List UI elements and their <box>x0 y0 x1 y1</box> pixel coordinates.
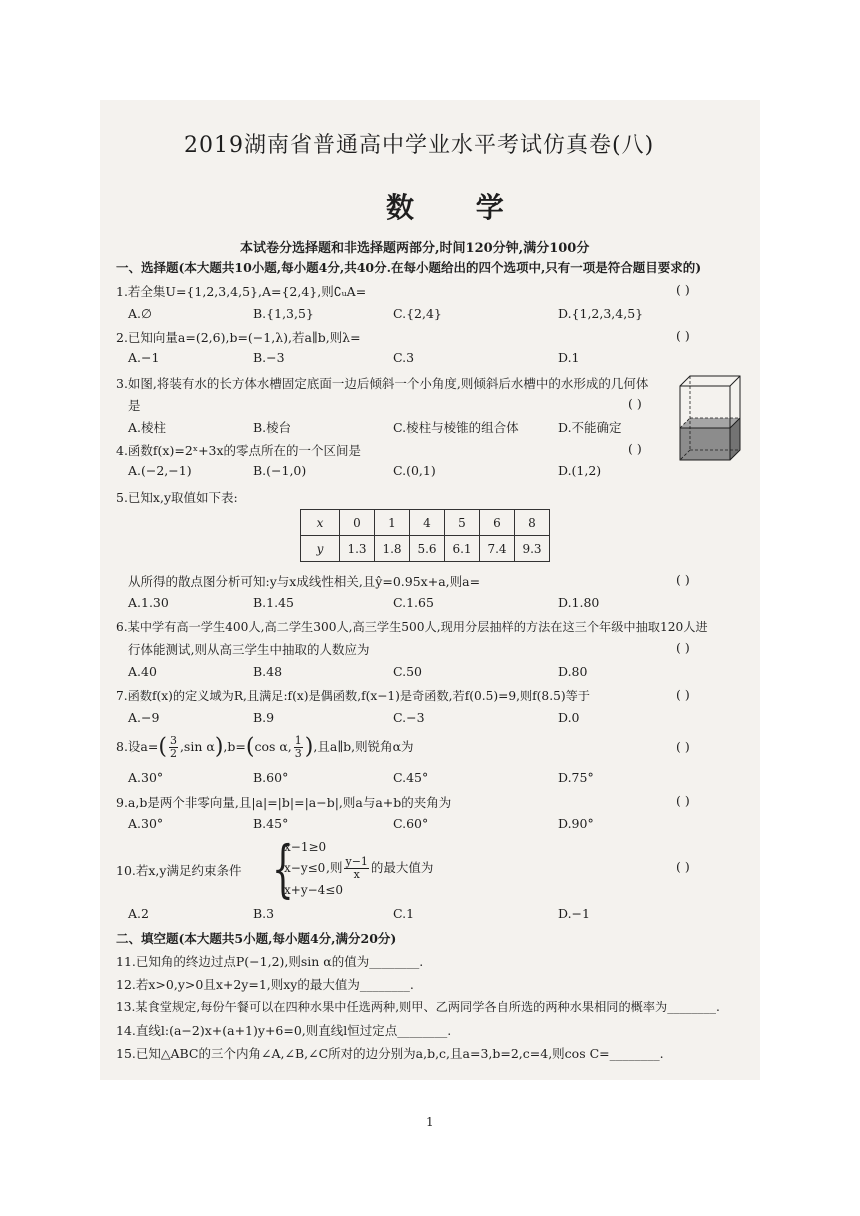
question-6-text: 6.某中学有高一学生400人,高二学生300人,高三学生500人,现用分层抽样的方法在这三个年级中抽取120人进 <box>116 620 708 634</box>
question-10-prefix: 10.若x,y满足约束条件 <box>116 863 242 878</box>
question-9-option-b: B.45° <box>253 816 289 831</box>
answer-paren: ( ) <box>628 441 642 456</box>
question-2-option-b: B.−3 <box>253 350 285 365</box>
subject-heading: 数 学 <box>386 191 530 224</box>
section-heading-choice: 一、选择题(本大题共10小题,每小题4分,共40分.在每小题给出的四个选项中,只有一项是符合题目要求的) <box>116 260 702 275</box>
question-9-option-a: A.30° <box>128 816 164 831</box>
question-8-suffix: ,且a∥b,则锐角α为 <box>313 739 414 754</box>
paren-close: ) <box>304 734 314 760</box>
table-cell: 4 <box>410 510 445 536</box>
question-6-option-c: C.50 <box>393 664 422 679</box>
answer-paren: ( ) <box>676 328 690 343</box>
answer-paren: ( ) <box>676 282 690 297</box>
question-11-text: 11.已知角的终边过点P(−1,2),则sin α的值为________. <box>116 954 424 969</box>
question-7-option-d: D.0 <box>558 710 580 725</box>
question-9-text: 9.a,b是两个非零向量,且|a|=|b|=|a−b|,则a与a+b的夹角为 <box>116 795 452 810</box>
paren-open: ( <box>245 734 255 760</box>
question-3-option-d: D.不能确定 <box>558 420 622 435</box>
question-5-option-c: C.1.65 <box>393 595 434 610</box>
table-header-x: x <box>301 510 340 536</box>
table-cell: 1.8 <box>375 536 410 562</box>
question-5-text-continued: 从所得的散点图分析可知:y与x成线性相关,且ŷ=0.95x+a,则a= <box>128 574 481 589</box>
paren-open: ( <box>158 734 167 760</box>
question-3-option-c: C.棱柱与棱锥的组合体 <box>393 420 519 435</box>
question-1-option-c: C.{2,4} <box>393 306 442 321</box>
question-5-option-a: A.1.30 <box>128 595 169 610</box>
answer-paren: ( ) <box>676 859 690 874</box>
table-cell: 6 <box>480 510 515 536</box>
table-cell: 5 <box>445 510 480 536</box>
question-7-option-a: A.−9 <box>128 710 160 725</box>
constraint-1: x−1≥0 <box>284 840 327 854</box>
question-6-text-continued: 行体能测试,则从高三学生中抽取的人数应为 <box>128 642 370 657</box>
question-8-option-b: B.60° <box>253 770 289 785</box>
question-9-option-c: C.60° <box>393 816 429 831</box>
vector-b-first: cos α, <box>254 739 292 754</box>
fraction-numerator: y−1 <box>345 855 368 868</box>
xy-data-table <box>300 509 550 562</box>
question-8-mid: ,b= <box>223 739 246 754</box>
question-10-option-a: A.2 <box>128 906 149 921</box>
question-6-option-d: D.80 <box>558 664 588 679</box>
question-10-option-c: C.1 <box>393 906 415 921</box>
constraint-brace: { <box>272 832 294 905</box>
question-3-text: 3.如图,将装有水的长方体水槽固定底面一边后倾斜一个小角度,则倾斜后水槽中的水形成的几何体 <box>116 376 649 391</box>
question-4-option-b: B.(−1,0) <box>253 463 307 478</box>
question-7-option-c: C.−3 <box>393 710 425 725</box>
question-8-option-a: A.30° <box>128 770 164 785</box>
question-15-text: 15.已知△ABC的三个内角∠A,∠B,∠C所对的边分别为a,b,c,且a=3,b=2,c=4,则cos C=________. <box>116 1046 664 1061</box>
question-6-option-b: B.48 <box>253 664 283 679</box>
constraint-2: x−y≤0 <box>284 861 326 875</box>
page-number: 1 <box>426 1115 434 1129</box>
exam-title: 2019湖南省普通高中学业水平考试仿真卷(八) <box>184 133 655 158</box>
question-2-option-c: C.3 <box>393 350 415 365</box>
question-9-option-d: D.90° <box>558 816 594 831</box>
question-3-text-continued: 是 <box>128 398 141 413</box>
question-6-option-a: A.40 <box>128 664 157 679</box>
table-cell: 9.3 <box>515 536 550 562</box>
question-10-objective <box>326 855 433 881</box>
question-2-option-d: D.1 <box>558 350 580 365</box>
question-2-option-a: A.−1 <box>128 350 160 365</box>
question-7-option-b: B.9 <box>253 710 275 725</box>
question-1-option-d: D.{1,2,3,4,5} <box>558 306 644 321</box>
table-cell: 8 <box>515 510 550 536</box>
question-8-option-c: C.45° <box>393 770 429 785</box>
constraint-3: x+y−4≤0 <box>284 883 343 897</box>
question-10-mid: ,则 <box>326 860 343 875</box>
question-1-option-a: A.∅ <box>128 306 152 321</box>
water-tank-figure <box>676 372 746 464</box>
fraction-numerator: 1 <box>294 734 302 747</box>
answer-paren: ( ) <box>676 687 690 702</box>
table-cell: 6.1 <box>445 536 480 562</box>
table-cell: 1.3 <box>340 536 375 562</box>
answer-paren: ( ) <box>676 640 690 655</box>
question-4-option-d: D.(1,2) <box>558 463 602 478</box>
question-5-option-b: B.1.45 <box>253 595 294 610</box>
question-5-option-d: D.1.80 <box>558 595 600 610</box>
section-heading-fill-in: 二、填空题(本大题共5小题,每小题4分,满分20分) <box>116 931 397 946</box>
table-cell: 0 <box>340 510 375 536</box>
question-12-text: 12.若x>0,y>0且x+2y=1,则xy的最大值为________. <box>116 977 414 992</box>
table-row-x <box>301 510 550 536</box>
fraction-objective <box>344 856 368 881</box>
table-header-y: y <box>301 536 340 562</box>
question-4-option-c: C.(0,1) <box>393 463 436 478</box>
question-10-option-d: D.−1 <box>558 906 590 921</box>
question-10-option-b: B.3 <box>253 906 275 921</box>
question-3-option-b: B.棱台 <box>253 420 292 435</box>
exam-intro: 本试卷分选择题和非选择题两部分,时间120分钟,满分100分 <box>240 241 590 256</box>
question-8-prefix: 8.设a= <box>116 739 159 754</box>
fraction-denominator: 2 <box>169 747 177 760</box>
fraction-numerator: 3 <box>169 734 177 747</box>
table-row-y <box>301 536 550 562</box>
question-14-text: 14.直线l:(a−2)x+(a+1)y+6=0,则直线l恒过定点________. <box>116 1023 452 1038</box>
question-8-text <box>116 734 414 760</box>
fraction-3-2 <box>169 735 178 760</box>
question-3-option-a: A.棱柱 <box>128 420 167 435</box>
question-1-option-b: B.{1,3,5} <box>253 306 314 321</box>
answer-paren: ( ) <box>676 739 690 754</box>
question-4-option-a: A.(−2,−1) <box>128 463 192 478</box>
table-cell: 1 <box>375 510 410 536</box>
table-cell: 7.4 <box>480 536 515 562</box>
vector-a-rest: ,sin α <box>179 739 215 754</box>
question-10-suffix: 的最大值为 <box>370 860 434 875</box>
fraction-denominator: 3 <box>294 747 302 760</box>
question-1-text: 1.若全集U={1,2,3,4,5},A={2,4},则∁ᵤA= <box>116 284 367 299</box>
question-8-option-d: D.75° <box>558 770 594 785</box>
paren-close: ) <box>214 734 224 760</box>
question-2-text: 2.已知向量a=(2,6),b=(−1,λ),若a∥b,则λ= <box>116 330 361 345</box>
answer-paren: ( ) <box>676 572 690 587</box>
answer-paren: ( ) <box>628 396 642 411</box>
fraction-1-3 <box>294 735 303 760</box>
fraction-denominator: x <box>353 868 360 881</box>
question-5-text: 5.已知x,y取值如下表: <box>116 490 238 505</box>
question-4-text: 4.函数f(x)=2ˣ+3x的零点所在的一个区间是 <box>116 443 362 458</box>
question-7-text: 7.函数f(x)的定义域为R,且满足:f(x)是偶函数,f(x−1)是奇函数,若f(0.5)=9,则f(8.5)等于 <box>116 689 590 703</box>
question-13-text: 13.某食堂规定,每份午餐可以在四种水果中任选两种,则甲、乙两同学各自所选的两种水果相同的概率为________. <box>116 1000 720 1014</box>
water-front-face <box>680 428 730 460</box>
answer-paren: ( ) <box>676 793 690 808</box>
table-cell: 5.6 <box>410 536 445 562</box>
